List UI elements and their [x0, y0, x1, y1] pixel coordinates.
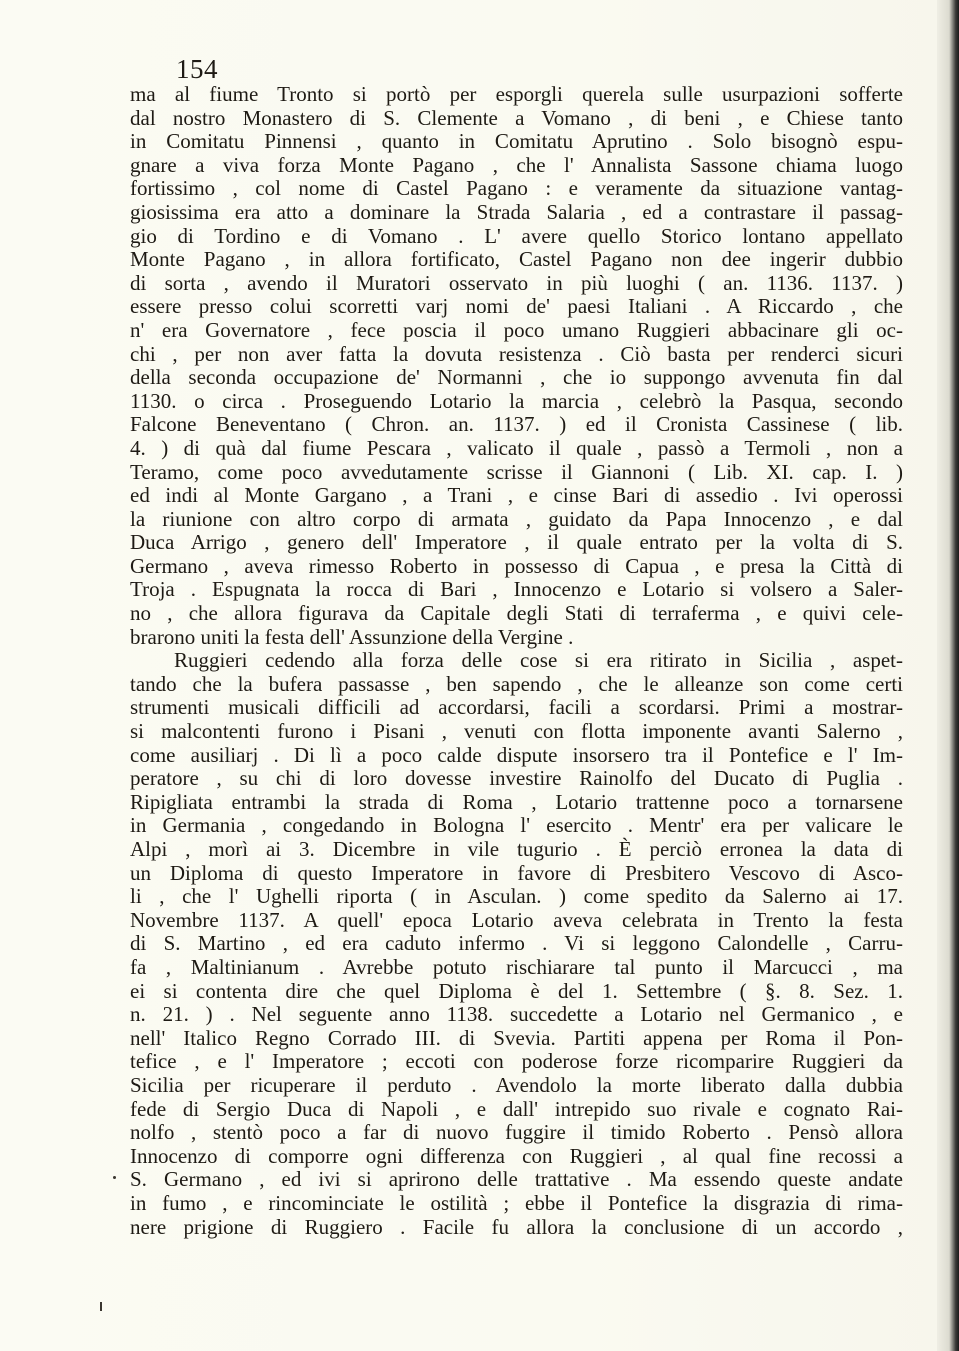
text-line: Ruggieri cedendo alla forza delle cose si era ritirato in Sicilia , aspet- [174, 648, 903, 673]
text-line: Ripigliata entrambi la strada di Roma , Lotario trattenne poco a tornarsene [130, 789, 903, 814]
text-line: un Diploma di questo Imperatore in favore di Presbitero Vescovo di Asco- [130, 860, 903, 885]
page-number: 154 [176, 54, 218, 84]
text-line: fortissimo , col nome di Castel Pagano : e veramente da situazione vantag- [130, 176, 903, 201]
text-line: n' era Governatore , fece poscia il poco umano Ruggieri abbacinare gli oc- [130, 317, 903, 342]
margin-tick [100, 1302, 102, 1311]
text-line: dal nostro Monastero di S. Clemente a Vomano , di beni , e Chiese tanto [130, 105, 903, 130]
text-line: in Comitatu Pinnensi , quanto in Comitatu Aprutino . Solo bisognò espu- [130, 129, 903, 154]
text-line: Alpi , morì ai 3. Dicembre in vile tugurio . È perciò erronea la data di [130, 837, 903, 861]
text-line: Monte Pagano , in allora fortificato, Castel Pagano non dee ingerir dubbio [130, 247, 903, 272]
text-line: essere presso colui scorretti varj nomi de' paesi Italiani . A Riccardo , che [130, 294, 903, 319]
text-line: la riunione con altro corpo di armata , guidato da Papa Innocenzo , e dal [130, 506, 903, 531]
body-text [130, 83, 903, 1239]
text-line: strumenti musicali difficili ad accordarsi, facili a scordarsi. Primi a mostrar- [130, 695, 903, 720]
text-line: Novembre 1137. A quell' epoca Lotario aveva celebrata in Trento la festa [130, 907, 903, 932]
text-line: Troja . Espugnata la rocca di Bari , Innocenzo e Lotario si volsero a Saler- [130, 577, 903, 602]
text-line: chi , per non aver fatta la dovuta resistenza . Ciò basta per renderci sicuri [130, 341, 903, 366]
text-line: Innocenzo di comporre ogni differenza con Ruggieri , al qual fine recossi a [130, 1143, 903, 1168]
text-line: n. 21. ) . Nel seguente anno 1138. succedette a Lotario nel Germanico , e [130, 1002, 903, 1027]
text-line: 4. ) di quà dal fiume Pescara , valicato il quale , passò a Termoli , non a [130, 435, 903, 460]
text-line: peratore , su chi di loro dovesse investire Rainolfo del Ducato di Puglia . [130, 766, 903, 791]
text-line: Duca Arrigo , genero dell' Imperatore , il quale entrato per la volta di S. [130, 530, 903, 555]
text-line: brarono uniti la festa dell' Assunzione della Vergine . [130, 624, 574, 649]
text-line: S. Germano , ed ivi si aprirono delle trattative . Ma essendo queste andate [130, 1167, 903, 1192]
text-line: ei si contenta dire che quel Diploma è del 1. Settembre ( §. 8. Sez. 1. [130, 978, 903, 1003]
text-line: di S. Martino , ed era caduto infermo . Vi si leggono Calondelle , Carru- [130, 931, 903, 956]
text-line: giosissima era atto a dominare la Strada Salaria , ed a contrastare il passag- [130, 199, 903, 224]
text-line: in Germania , congedando in Bologna l' esercito . Mentr' era per valicare le [130, 813, 903, 838]
text-line: come ausiliarj . Di lì a poco calde dispute insorsero tra il Pontefice e l' Im- [130, 742, 903, 767]
text-line: tefice , e l' Imperatore ; eccoti con poderose forze ricomparire Ruggieri da [130, 1049, 903, 1074]
text-line: fede di Sergio Duca di Napoli , e dall' intrepido suo rivale e cognato Rai- [130, 1096, 903, 1121]
text-line: ed indi al Monte Gargano , a Trani , e cinse Bari di assedio . Ivi operossi [130, 483, 903, 508]
text-line: Germano , aveva rimesso Roberto in possesso di Capua , e presa la Città di [130, 553, 903, 578]
text-line: 1130. o circa . Proseguendo Lotario la marcia , celebrò la Pasqua, secondo [130, 388, 903, 413]
text-line: Sicilia per ricuperare il perduto . Avendolo la morte liberato dalla dubbia [130, 1072, 903, 1097]
text-line: nere prigione di Ruggiero . Facile fu allora la conclusione di un accordo , [130, 1214, 903, 1239]
margin-dot [113, 1176, 116, 1179]
text-line: della seconda occupazione de' Normanni , che io suppongo avvenuta fin dal [130, 365, 903, 390]
text-line: ma al fiume Tronto si portò per esporgli querela sulle usurpazioni sofferte [130, 82, 903, 106]
text-line: fa , Maltinianum . Avrebbe potuto rischiarare tal punto il Marcucci , ma [130, 954, 903, 979]
page-edge-shadow [937, 0, 959, 1351]
text-line: in fumo , e rincominciate le ostilità ; ebbe il Pontefice la disgrazia di rima- [130, 1190, 903, 1215]
text-line: gio di Tordino e di Vomano . L' avere quello Storico lontano appellato [130, 223, 903, 248]
text-line: di sorta , avendo il Muratori osservato in più luoghi ( an. 1136. 1137. ) [130, 270, 903, 295]
text-line: si malcontenti furono i Pisani , venuti con flotta imponente avanti Salerno , [130, 719, 903, 744]
text-line: nell' Italico Regno Corrado III. di Svevia. Partiti appena per Roma il Pon- [130, 1025, 903, 1050]
text-line: li , che l' Ughelli riporta ( in Asculan. ) come spedito da Salerno ai 17. [130, 884, 903, 909]
text-line: nolfo , stentò poco a far di nuovo fuggire il timido Roberto . Pensò allora [130, 1120, 903, 1145]
text-line: gnare a viva forza Monte Pagano , che l' Annalista Sassone chiama luogo [130, 152, 903, 177]
text-line: Teramo, come poco avvedutamente scrisse il Giannoni ( Lib. XI. cap. I. ) [130, 459, 903, 484]
text-line: Falcone Beneventano ( Chron. an. 1137. ) ed il Cronista Cassinese ( lib. [130, 412, 903, 437]
text-line: no , che allora figurava da Capitale degli Stati di terraferma , e quivi cele- [130, 601, 903, 626]
text-line: tando che la bufera passasse , ben sapendo , che le alleanze son come certi [130, 671, 903, 696]
